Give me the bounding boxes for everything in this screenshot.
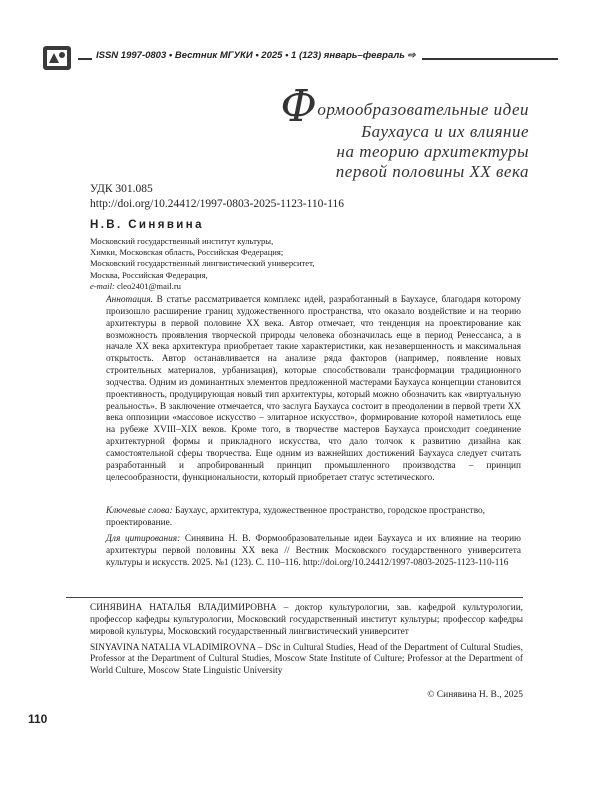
email-address[interactable]: cleo2401@mail.ru xyxy=(116,280,181,291)
email-line xyxy=(90,281,314,292)
udk-code: УДК 301.085 xyxy=(90,183,153,195)
author-bio xyxy=(90,603,523,682)
title-initial: Ф xyxy=(280,81,318,132)
article-title xyxy=(229,81,529,182)
title-line-3: на теорию архитектуры xyxy=(336,142,529,161)
affiliation-line: Москва, Российская Федерация, xyxy=(90,269,208,280)
author-name: Н.В. Синявина xyxy=(90,219,204,231)
abstract-text: В статье рассматривается комплекс идей, разработанный в Баухаусе, благодаря которому произошло расширение границ художественного пространства, что оказало воздействие и на теорию архитектуры в первой половине XX века. Автор отмечает, что тенденция на проектирование как возможность проявления творческой природы человека обозначилась еще в период Ренессанса, а в начале XX века архитектура приобретает такие характеристики, как незавершенность и максимальная открытость. Автор останавливается на анализе ряда факторов (например, появление новых строительных материалов, урбанизация), которые способствовали трансформации традиционного зодчества. Одним из доминантных элементов предложенной мастерами Баухауса концепции становится проективность, продуцирующая новый тип архитектуры, который можно обозначить как «виртуальную реальность». В заключение отмечается, что заслуга Баухауса состоит в преодолении в первой трети XX века оппозиции «массовое искусство – элитарное искусство», формирование которой наметилось еще на рубеже XVIII–XIX веков. Кроме того, в творчестве мастеров Баухауса происходит соединение архитектурной формы и прикладного искусства, что дало толчок к развитию дизайна как самостоятельной сферы творчества. Еще одним из важнейших достижений Баухауса следует считать разработанный и апробированный принцип промышленного производства – принцип целесообразности, функциональности, который приобретает статус эстетического. xyxy=(106,295,521,483)
journal-logo-icon xyxy=(42,44,72,72)
doi-link[interactable]: http://doi.org/10.24412/1997-0803-2025-1123-110-116 xyxy=(90,198,345,210)
page-number: 110 xyxy=(28,712,48,726)
email-label: e-mail: xyxy=(90,280,115,291)
abstract-label: Аннотация. xyxy=(106,295,153,305)
affiliation-block xyxy=(90,236,314,292)
footer-divider xyxy=(66,597,523,598)
bio-russian: СИНЯВИНА НАТАЛЬЯ ВЛАДИМИРОВНА – доктор культурологии, зав. кафедрой культурологии, профессор кафедры культурологии, Московский государственный институт культуры; профессор кафедры мировой культуры, Московский государственный лингвистический университет xyxy=(90,603,523,637)
keywords-text: Баухаус, архитектура, художественное пространство, городское пространство, проектирование. xyxy=(106,506,486,528)
title-line-2: Баухауса и их влияние xyxy=(361,122,529,141)
affiliation-line: Московский государственный лингвистический университет, xyxy=(90,258,315,269)
bio-english: SINYAVINA NATALIA VLADIMIROVNA – DSc in Cultural Studies, Head of the Department of Cultural Studies, Professor at the Department of Cultural Studies, Moscow State Institute of Culture; Professor at the Department of World Culture, Moscow State Linguistic University xyxy=(90,642,523,677)
citation-text: Синявина Н. В. Формообразовательные идеи Баухауса и их влияние на теорию архитектуры первой половины ХХ века // Вестник Московского государственного университета культуры и искусств. 2025. №1 (123). С. 110–116. http://doi.org/10.24412/1997-0803-2025-1123-110-116 xyxy=(106,534,521,568)
title-line-4: первой половины ХХ века xyxy=(335,162,529,181)
keywords-label: Ключевые слова: xyxy=(106,506,173,516)
journal-header xyxy=(42,44,567,74)
header-text: ISSN 1997-0803 • Вестник МГУКИ • 2025 • 1 (123) январь–февраль ⇨ xyxy=(92,50,422,61)
copyright: © Синявина Н. В., 2025 xyxy=(427,690,523,700)
affiliation-line: Химки, Московская область, Российская Федерация; xyxy=(90,247,284,258)
keywords xyxy=(106,506,521,530)
affiliation-line: Московский государственный институт культуры, xyxy=(90,236,274,246)
abstract xyxy=(106,295,521,485)
citation-label: Для цитирования: xyxy=(106,534,181,544)
citation xyxy=(106,534,521,570)
title-line-1: Формообразовательные идеи xyxy=(280,81,529,132)
